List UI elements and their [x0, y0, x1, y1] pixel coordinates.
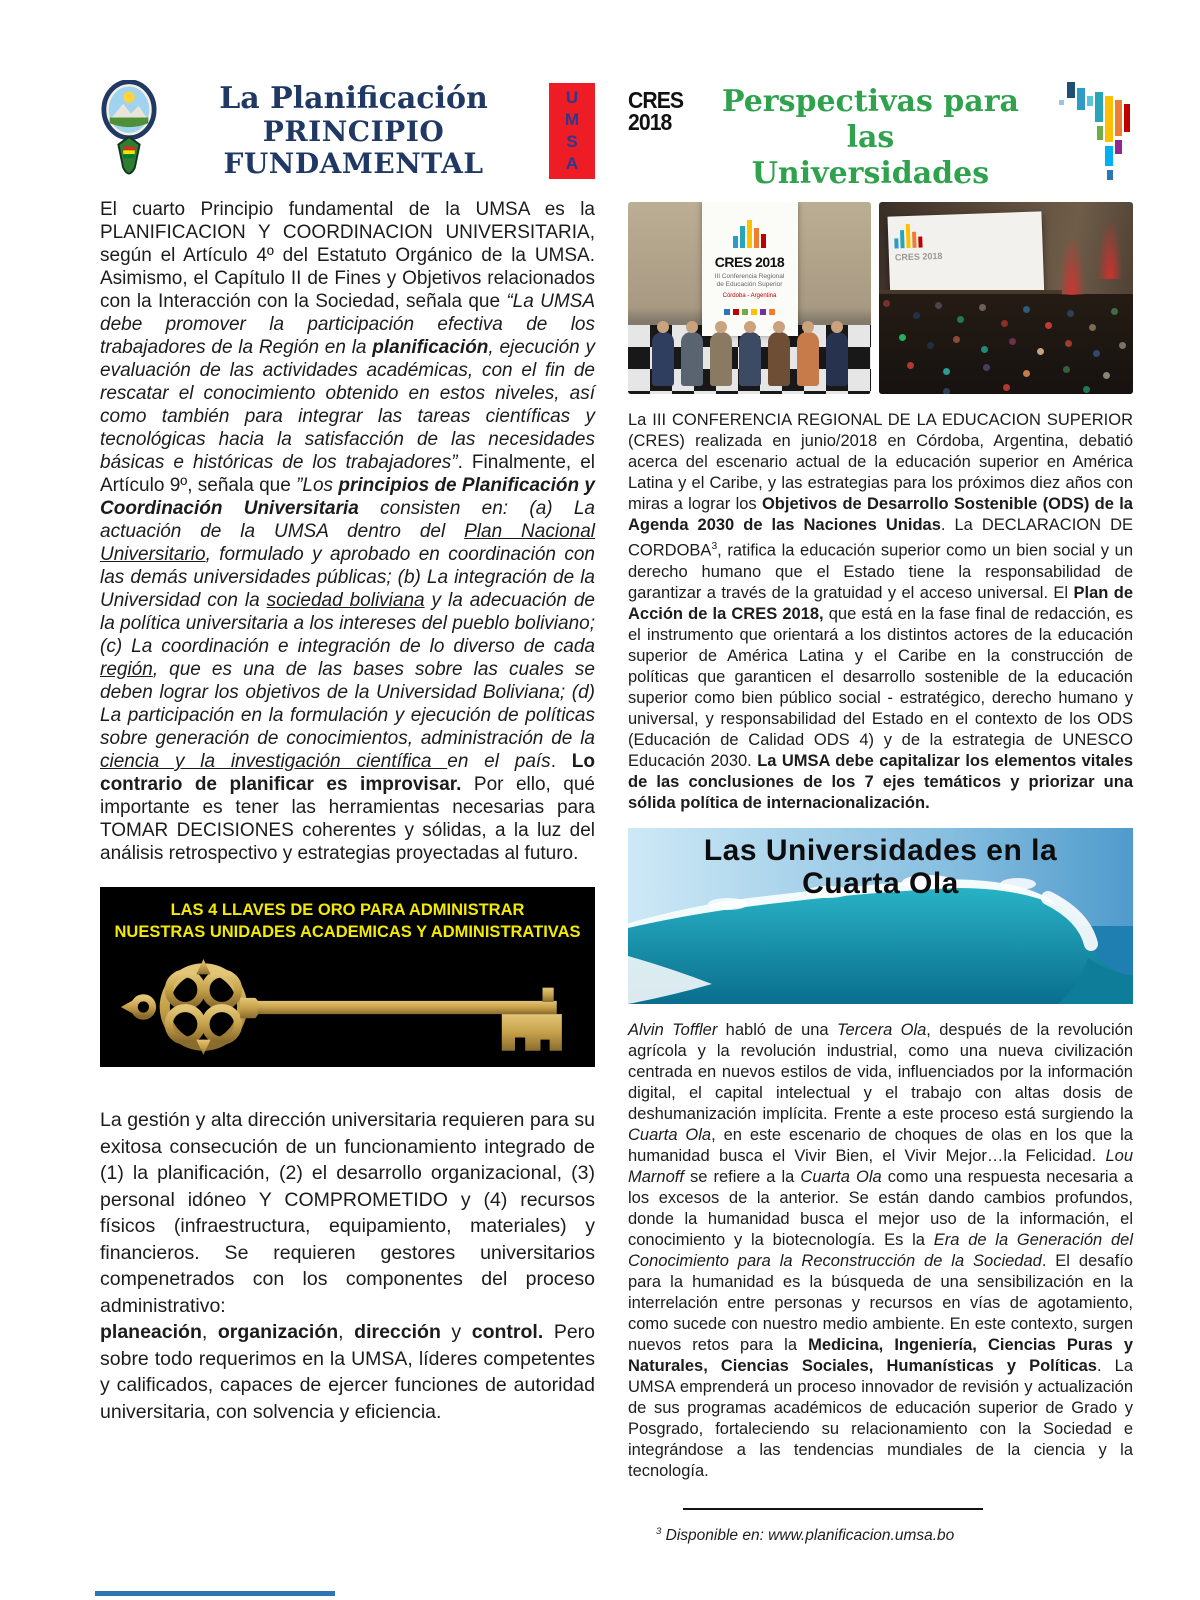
logo-bar	[747, 220, 752, 248]
logo-bar	[733, 236, 738, 248]
umsa-letter: M	[564, 109, 580, 129]
group-of-delegates	[628, 332, 871, 386]
person-silhouette	[826, 332, 848, 386]
right-title-line2: Universidades	[751, 156, 990, 191]
cuarta-ola-title-line2: Cuarta Ola	[802, 867, 959, 901]
left-title-line1: La Planificación	[219, 80, 488, 116]
logo-bar	[906, 223, 911, 247]
audience-area	[879, 294, 1133, 394]
footnote-marker: 3	[656, 1525, 662, 1537]
left-header-titles	[166, 82, 541, 181]
conference-photo-left	[628, 202, 871, 394]
person-silhouette	[652, 332, 674, 386]
sponsor-logo	[751, 309, 757, 315]
umsa-letter: S	[566, 132, 578, 151]
umsa-letter: A	[565, 154, 579, 174]
golden-keys-caption-line2: NUESTRAS UNIDADES ACADEMICAS Y ADMINISTRATIVAS	[114, 923, 581, 942]
screen-label: CRES 2018	[894, 250, 943, 262]
left-header	[100, 80, 595, 182]
umsa-coat-of-arms-logo	[100, 80, 158, 182]
red-uplight	[1059, 233, 1085, 295]
right-header	[628, 80, 1133, 191]
right-paragraph-cuarta-ola: Alvin Toffler habló de una Tercera Ola, después de la revolución agrícola y la revolución industrial, como una nueva civilización centrada en nuevos estilos de vida, influenciados por la información digital, el capital intelectual y el trabajo con altas dosis de deshumanización implícita. Frente a este proceso está surgiendo la Cuarta Ola, en este escenario de choques de olas en los que la humanidad busca el Vivir Bien, el Vivir Mejor…la Felicidad. Lou Marnoff se refiere a la Cuarta Ola como una respuesta necesaria a los excesos de la anterior. Se están dando cambios profundos, donde la humanidad busca el mejor uso de la información, el conocimiento y la biotecnología. Es la Era de la Generación del Conocimiento para la Reconstrucción de la Sociedad. El desafío para la humanidad es la búsqueda de una sensibilización en la interrelación entre personas y recursos en vías de agotamiento, como sucede con nuestro medio ambiente. En este contexto, surgen nuevos retos para la Medicina, Ingeniería, Ciencias Puras y Naturales, Ciencias Sociales, Humanísticas y Políticas. La UMSA emprenderá un proceso innovador de revisión y actualización de sus programas académicos de educación superior de Grado y Posgrado, fortaleciendo su relacionamiento con la Sociedad e integrándose a las tendencias mundiales de la ciencia y la tecnología.	[628, 1020, 1134, 1480]
banner-subtitle	[702, 273, 798, 290]
screen-logo-bars	[894, 217, 1037, 248]
logo-bar	[900, 230, 905, 248]
logo-bar	[894, 238, 898, 248]
golden-keys-caption	[100, 887, 595, 944]
logo-bar	[761, 234, 766, 248]
logo-bar	[740, 226, 745, 248]
person-silhouette	[681, 332, 703, 386]
sponsor-logo	[769, 309, 775, 315]
left-paragraph-principio: El cuarto Principio fundamental de la UMSA es la PLANIFICACION Y COORDINACION UNIVERSITARIA, según el Artículo 4º del Estatuto Orgánico de la UMSA. Asimismo, el Capítulo II de Fines y Objetivos relacionados con la Interacción con la Sociedad, señala que “La UMSA debe promover la participación efectiva de los trabajadores de la Región en la planificación, ejecución y evaluación de las actividades académicas, con el fin de rescatar el conocimiento obtenido en estos niveles, así como también para integrar las tareas científicas y tecnológicas hacia la satisfacción de las necesidades básicas e históricas de los trabajadores”. Finalmente, el Artículo 9º, señala que ”Los principios de Planificación y Coordinación Universitaria consisten en: (a) La actuación de la UMSA dentro del Plan Nacional Universitario, formulado y aprobado en coordinación con las demás universidades públicas; (b) La integración de la Universidad con la sociedad boliviana y la adecuación de la política universitaria a los intereses del pueblo boliviano; (c) La coordinación e integración de lo diverso de cada región, que es una de las bases sobre las cuales se deben lograr los objetivos de la Universidad Boliviana; (d) La participación en la formulación y ejecución de políticas sobre generación de conocimientos, administración de la ciencia y la investigación científica en el país. Lo contrario de planificar es improvisar. Por ello, qué importante es tener las herramientas necesarias para TOMAR DECISIONES coherentes y sólidas, a la luz del análisis retrospectivo y estrategias proyectadas al futuro.	[100, 199, 595, 864]
logo-bar	[754, 228, 759, 248]
golden-key-icon	[106, 951, 586, 1063]
left-paragraph-gestion: La gestión y alta dirección universitaria requieren para su exitosa consecución de un funcionamiento integrado de (1) la planificación, (2) el desarrollo organizacional, (3) personal idóneo Y COMPROMETIDO y (4) recursos físicos (infraestructura, equipamiento, materiales) y financieros. Se requieren gestores universitarios compenetrados con los componentes del proceso administrativo: planeación, organización, dirección y control. Pero sobre todo requerimos en la UMSA, líderes competentes y calificados, capaces de ejercer funciones de autoridad universitaria, con solvencia y eficiencia.	[100, 1109, 596, 1423]
right-title-line1: Perspectivas para las	[721, 84, 1019, 155]
sponsor-logo	[724, 309, 730, 315]
footnote-reference: Disponible en: www.planificacion.umsa.bo	[661, 1526, 955, 1544]
right-paragraph-cres: La III CONFERENCIA REGIONAL DE LA EDUCACION SUPERIOR (CRES) realizada en junio/2018 en Córdoba, Argentina, debatió acerca del escenario actual de la educación superior en América Latina y el Caribe, y las estrategias para los próximos diez años con miras a lograr los Objetivos de Desarrollo Sostenible (ODS) de la Agenda 2030 de las Naciones Unidas. La DECLARACION DE CORDOBA$^3$, ratifica la educación superior como un bien social y un derecho humano que el Estado tiene la responsabilidad de garantizar a través de la gratuidad y el acceso universal. El Plan de Acción de la CRES 2018, que está en la fase final de redacción, es el instrumento que orientará a los distintos actores de la educación superior de América Latina y el Caribe en la construcción de políticas que garanticen el desarrollo sostenible de la educación superior como bien público social - estratégico, derecho humano y universal, y responsabilidad del Estado en el contexto de los ODS (Educación de Calidad ODS 4) y de la estrategia de UNESCO Educación 2030. La UMSA debe capitalizar los elementos vitales de las conclusiones de los 7 ejes temáticos y priorizar una sólida política de internacionalización.	[628, 411, 1133, 812]
conference-photo-right	[879, 202, 1133, 394]
banner-title: CRES 2018	[714, 254, 785, 270]
cuarta-ola-title-line1: Las Universidades en la	[703, 833, 1058, 867]
person-silhouette	[768, 332, 790, 386]
cres-banner	[702, 202, 798, 336]
cres-badge-line2: 2018	[628, 108, 672, 135]
sponsor-logo	[742, 309, 748, 315]
right-header-title	[696, 84, 1045, 192]
person-silhouette	[739, 332, 761, 386]
umsa-vertical-badge	[549, 83, 595, 179]
cres-banner-logo-bars	[702, 218, 798, 248]
cres-badge-line1: CRES	[628, 87, 684, 113]
footer-accent-rule	[95, 1591, 335, 1596]
right-column	[628, 80, 1133, 1545]
banner-sponsor-logos	[702, 309, 798, 315]
footnote-divider	[683, 1508, 983, 1510]
cres-2018-badge	[628, 87, 684, 135]
banner-location: Córdoba - Argentina	[722, 292, 777, 299]
latin-america-bars-icon	[1053, 80, 1133, 180]
audience-crowd	[883, 300, 890, 307]
left-title-line2: PRINCIPIO FUNDAMENTAL	[223, 115, 484, 181]
red-uplight	[1097, 217, 1123, 279]
banner-subtitle-line2: de Educación Superior	[716, 281, 783, 289]
footnote-block	[628, 1508, 1133, 1545]
golden-keys-caption-line1: LAS 4 LLAVES DE ORO PARA ADMINISTRAR	[170, 901, 525, 919]
person-silhouette	[797, 332, 819, 386]
footnote-text	[656, 1526, 1133, 1545]
cuarta-ola-title	[628, 834, 1133, 901]
golden-keys-image	[100, 887, 595, 1067]
conference-photos	[628, 202, 1133, 394]
sponsor-logo	[760, 309, 766, 315]
logo-bar	[918, 236, 922, 247]
cuarta-ola-image	[628, 828, 1133, 1004]
left-column	[100, 80, 595, 1425]
sponsor-logo	[733, 309, 739, 315]
person-silhouette	[710, 332, 732, 386]
umsa-letter: U	[565, 87, 579, 107]
banner-subtitle-line1: III Conferencia Regional	[714, 273, 785, 280]
logo-bar	[912, 231, 917, 247]
